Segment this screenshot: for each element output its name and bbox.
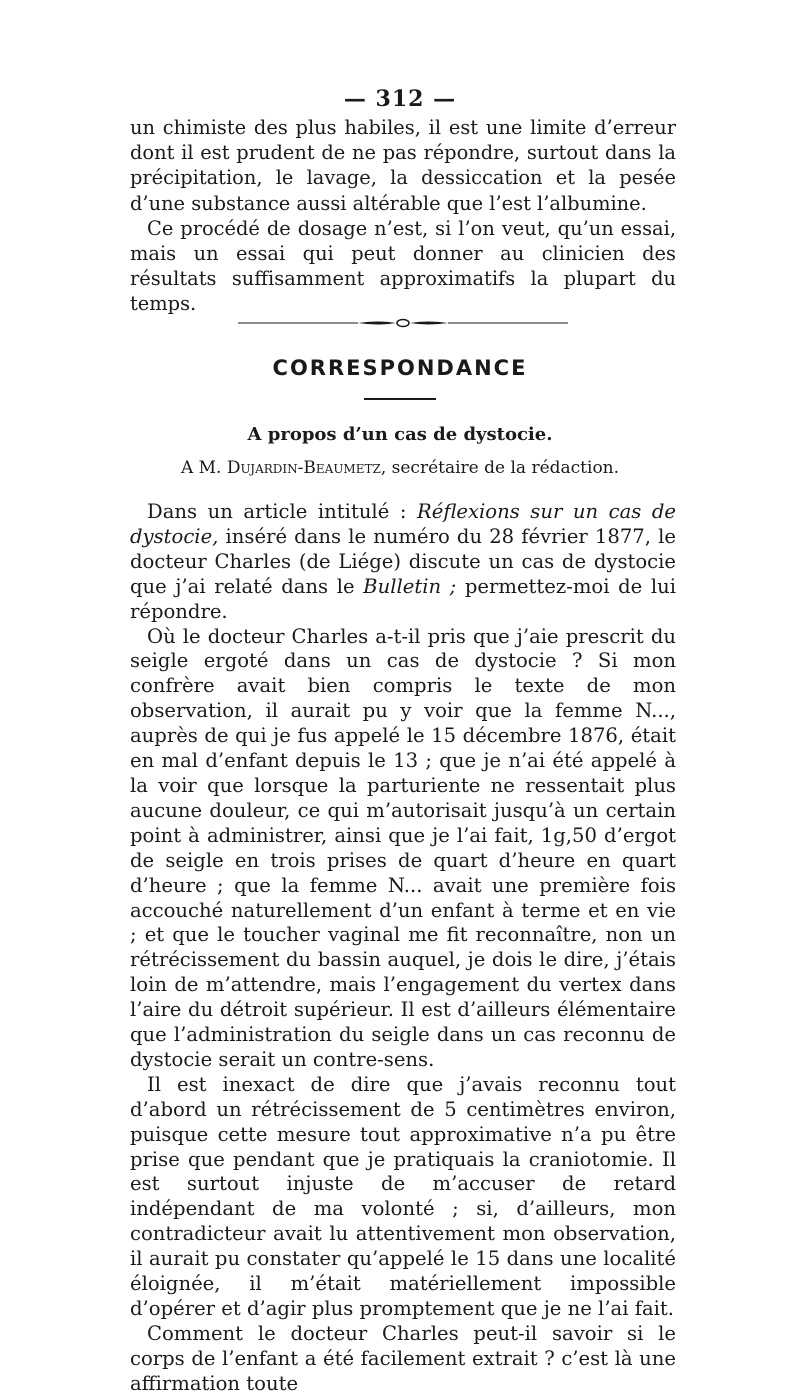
addressee-line bbox=[0, 458, 800, 478]
addressee-prefix: A M. bbox=[180, 458, 222, 478]
article-body bbox=[130, 500, 676, 1397]
page-number: — 312 — bbox=[343, 86, 457, 112]
paragraph: Où le docteur Charles a-t-il pris que j’aie prescrit du seigle ergoté dans un cas de dystocie ? Si mon confrère avait bien compris le texte de mon observation, il aurait pu y voir que la femme N..., auprès de qui je fus appelé le 15 décembre 1876, était en mal d’enfant depuis le 13 ; que je n’ai été appelé à la voir que lorsque la parturiente ne ressentait plus aucune douleur, ce qui m’autorisait jusqu’à un certain point à administrer, ainsi que je l’ai fait, 1g,50 d’ergot de seigle en trois prises de quart d’heure en quart d’heure ; que la femme N... avait une première fois accouché naturellement d’un enfant à terme et en vie ; et que le toucher vaginal me fit reconnaître, non un rétrécissement du bassin auquel, je dois le dire, j’étais loin de m’attendre, mais l’engagement du vertex dans l’aire du détroit supérieur. Il est d’ailleurs élémentaire que l’administration du seigle dans un cas reconnu de dystocie serait un contre-sens. bbox=[130, 624, 676, 1071]
section-title: CORRESPONDANCE bbox=[272, 356, 528, 380]
paragraph: Il est inexact de dire que j’avais reconnu tout d’abord un rétrécissement de 5 centimètres environ, puisque cette mesure tout approximative n’a pu être prise que pendant que je pratiquais la craniotomie. Il est surtout injuste de m’accuser de retard indépendant de ma volonté ; si, d’ailleurs, mon contradicteur avait lu attentivement mon observation, il aurait pu constater qu’appelé le 15 dans une localité éloignée, il m’était matériellement impossible d’opérer et d’agir plus promptement que je ne l’ai fait. bbox=[130, 1072, 676, 1320]
cited-article-title: Réflexions sur un cas de dystocie, bbox=[130, 500, 677, 548]
title-rule bbox=[364, 398, 436, 400]
addressee-name: Dujardin-Beaumetz, bbox=[226, 458, 387, 478]
paragraph: Comment le docteur Charles peut-il savoir si le corps de l’enfant a été facilement extrait ? c’est là une affirmation toute bbox=[130, 1321, 676, 1395]
paragraph: Ce procédé de dosage n’est, si l’on veut, qu’un essai, mais un essai qui peut donner au clinicien des résultats suffisamment approximatifs la plupart du temps. bbox=[130, 216, 676, 316]
article-title: A propos d’un cas de dystocie. bbox=[247, 424, 553, 445]
text-run: permettez-moi de lui répondre. bbox=[130, 574, 676, 623]
bulletin-reference: Bulletin ; bbox=[363, 574, 457, 598]
paragraph: un chimiste des plus habiles, il est une limite d’erreur dont il est prudent de ne pas répondre, surtout dans la précipitation, le lavage, la dessiccation et la pesée d’une substance aussi altérable que l’est l’albumine. bbox=[130, 116, 676, 215]
paragraph bbox=[130, 500, 676, 625]
text-run: Dans un article intitulé : bbox=[147, 500, 417, 523]
addressee-suffix: secrétaire de la rédaction. bbox=[391, 458, 620, 478]
text-run: inséré dans le numéro du 28 février 1877, le docteur Charles (de Liége) discute un cas de dystocie que j’ai relaté dans le bbox=[130, 524, 676, 598]
ornamental-divider bbox=[238, 315, 568, 331]
previous-article-text bbox=[130, 115, 676, 317]
